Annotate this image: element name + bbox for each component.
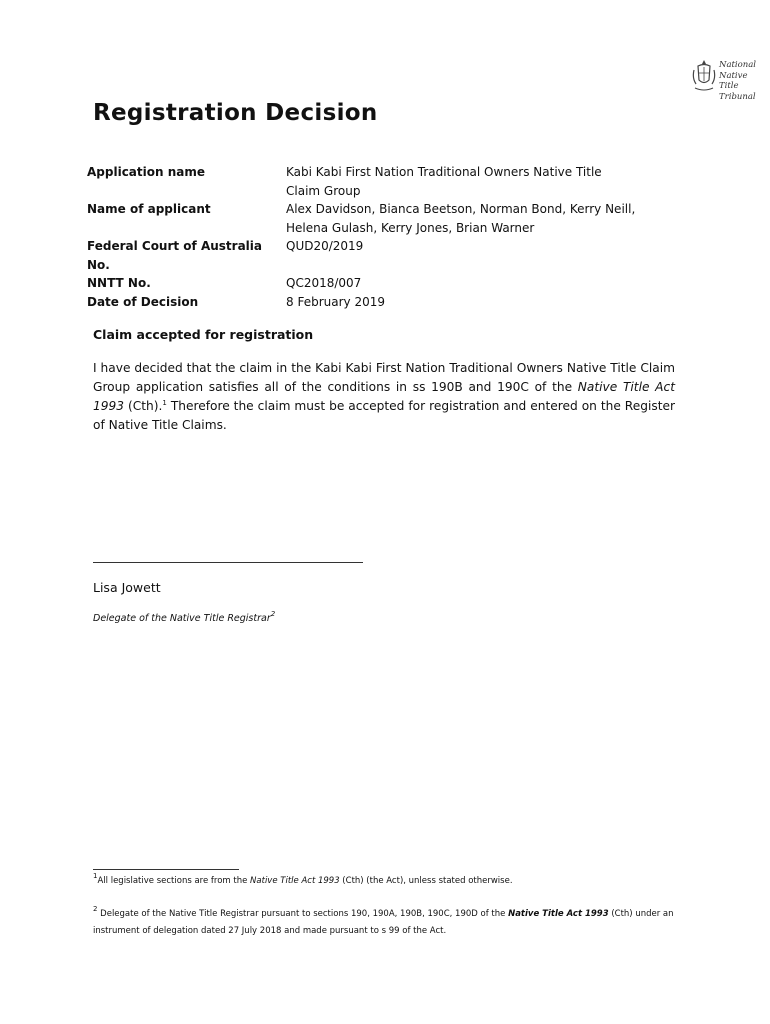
detail-row — [87, 274, 647, 293]
footnote-number: 1 — [93, 872, 98, 880]
logo-line-1: National — [719, 60, 757, 70]
footnote-1 — [93, 872, 513, 886]
logo-line-3: Tribunal — [719, 91, 756, 102]
signatory-name: Lisa Jowett — [93, 580, 161, 595]
detail-label: Application name — [87, 165, 206, 179]
footnote-separator — [93, 869, 239, 870]
role-text: Delegate of the Native Title Registrar — [93, 613, 271, 624]
footnote-number: 2 — [93, 905, 98, 913]
detail-row — [87, 293, 647, 312]
logo-line-2: Native Title — [719, 70, 748, 91]
detail-value: Alex Davidson, Bianca Beetson, Norman Bond, Kerry Neill, Helena Gulash, Kerry Jones, Brian Warner — [286, 202, 636, 235]
act-name: Native Title Act 1993 — [508, 909, 609, 919]
act-name: Native Title Act 1993 — [250, 876, 340, 886]
detail-value: 8 February 2019 — [286, 294, 385, 309]
footnote-text: (Cth) (the Act), unless stated otherwise. — [339, 876, 513, 886]
detail-row — [87, 163, 647, 200]
paragraph-text: Therefore the claim must be accepted for registration and entered on the Register of Native Title Claims. — [93, 399, 675, 432]
details-table — [87, 163, 647, 311]
page-title: Registration Decision — [93, 100, 378, 126]
signature-line — [93, 562, 363, 563]
detail-row — [87, 237, 647, 274]
decision-paragraph — [93, 359, 675, 435]
detail-label: Name of applicant — [87, 202, 211, 216]
detail-value: QUD20/2019 — [286, 239, 364, 253]
nntt-logo — [692, 58, 762, 102]
footnote-ref[interactable]: 2 — [270, 610, 276, 618]
footnote-text: (Cth) under an instrument of delegation dated 27 July 2018 and made pursuant to s 99 of the Act. — [93, 909, 674, 936]
detail-label: Date of Decision — [87, 294, 199, 309]
signatory-role — [93, 610, 276, 624]
detail-row — [87, 200, 647, 237]
coat-of-arms-icon — [692, 58, 716, 96]
footnote-text: Delegate of the Native Title Registrar pursuant to sections 190, 190A, 190B, 190C, 190D of the — [97, 909, 509, 919]
paragraph-text: I have decided that the claim in the Kabi Kabi First Nation Traditional Owners Native Title Claim Group application satisfies all of the conditions in ss 190B and 190C of the — [93, 361, 675, 394]
detail-value: QC2018/007 — [286, 276, 362, 290]
detail-label: NNTT No. — [87, 276, 151, 290]
footnote-2 — [93, 906, 693, 940]
paragraph-text: (Cth). — [124, 399, 163, 413]
detail-label: Federal Court of Australia No. — [87, 239, 263, 272]
detail-value: Kabi Kabi First Nation Traditional Owners Native Title Claim Group — [286, 165, 602, 198]
footnote-ref[interactable]: 1 — [162, 399, 167, 407]
footnote-text: All legislative sections are from the — [97, 876, 251, 886]
section-heading: Claim accepted for registration — [93, 327, 314, 342]
act-name: Native Title Act 1993 — [93, 380, 675, 413]
